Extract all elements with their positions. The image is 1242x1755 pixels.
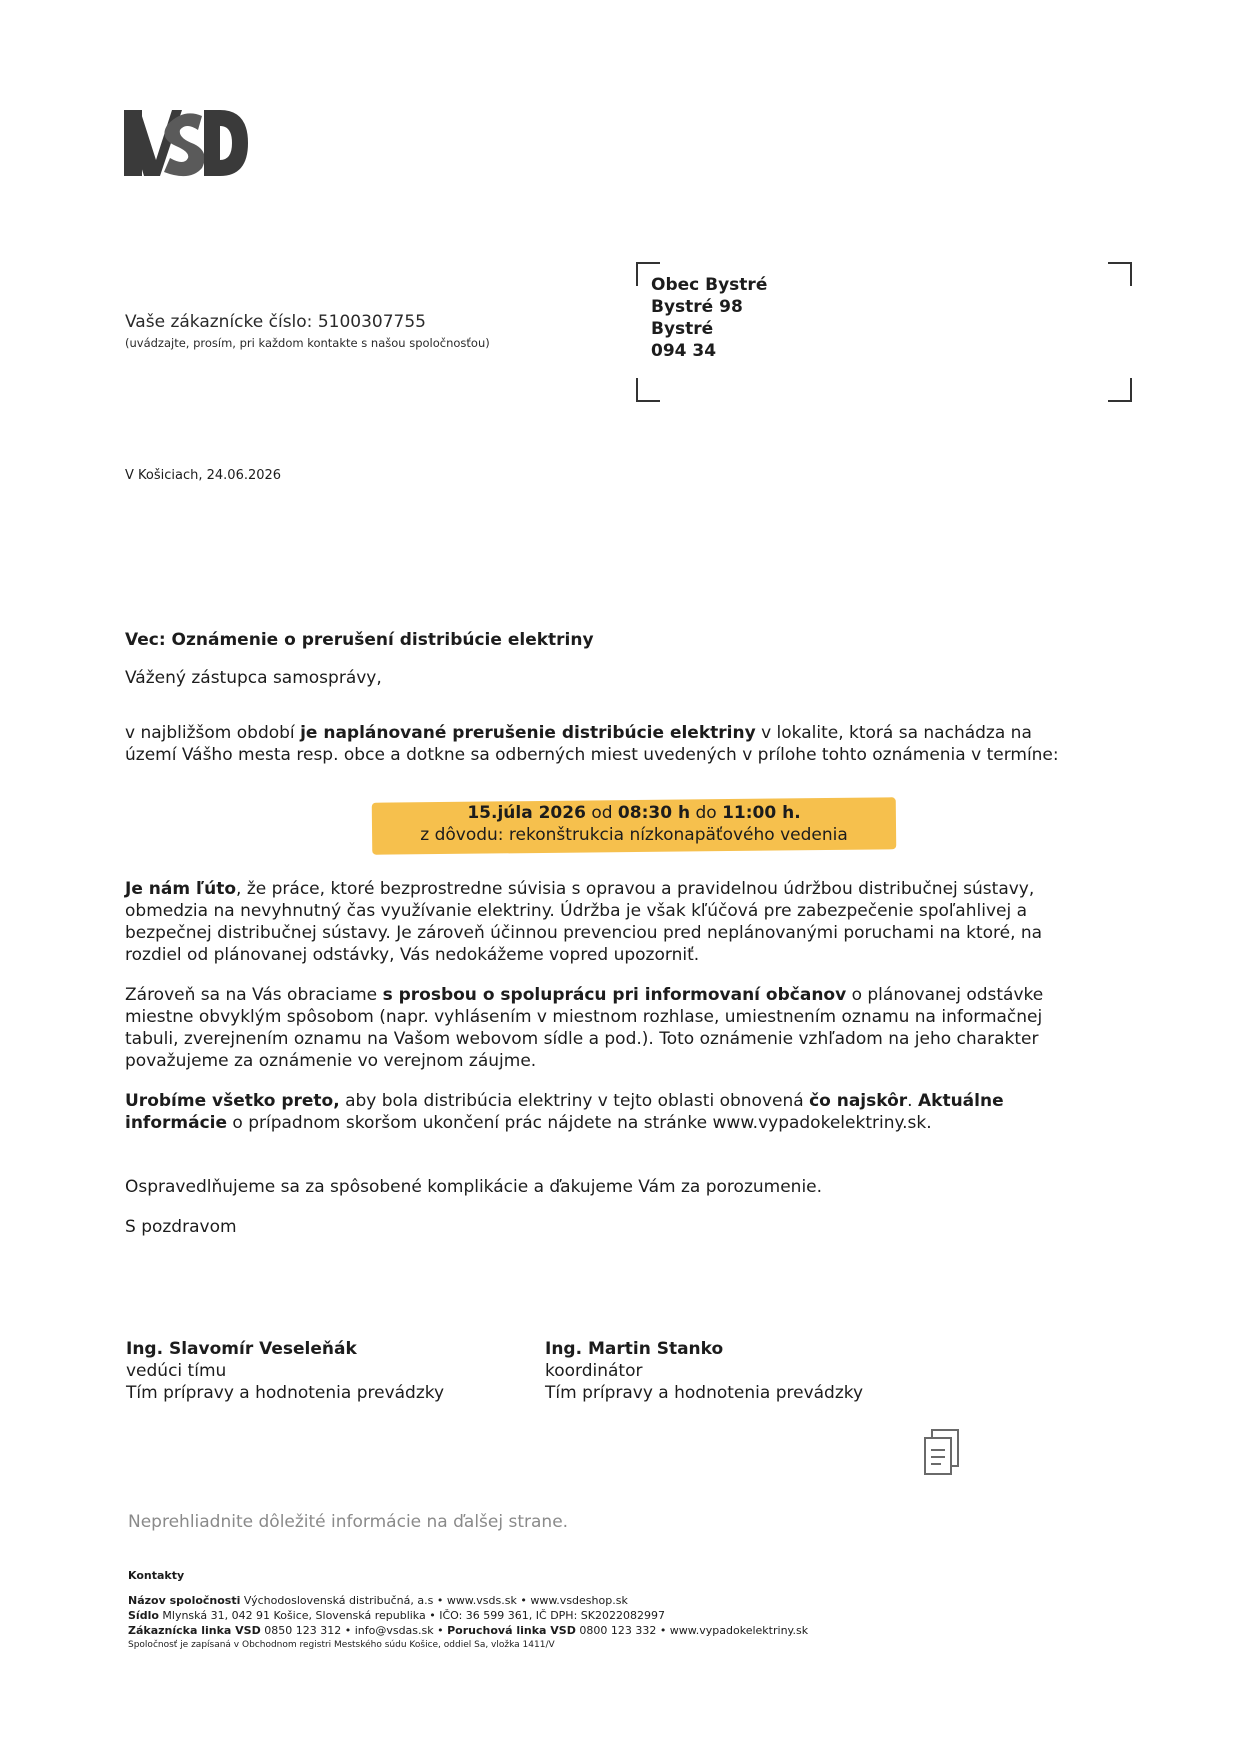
paragraph-restore [125,1090,1065,1134]
p2-text: , že práce, ktoré bezprostredne súvisia s opravou a pravidelnou údržbou distribučnej sústavy, obmedzia na nevyhnutný čas využívanie elektriny. Údržba je však kľúčová pre zabezpečenie spoľahlivej a bezpečnej distribučnej sústavy. Je zároveň účinnou prevenciou pred neplánovanými poruchami na ktoré, na rozdiel od plánovanej odstávky, Vás nedokážeme vopred upozorniť. [125,879,1043,965]
contacts-fault-line-text: 0800 123 332 • www.vypadokelektriny.sk [575,1624,809,1637]
signature-2-team: Tím prípravy a hodnotenia prevádzky [545,1383,864,1403]
signature-2-role: koordinátor [545,1361,643,1381]
contacts-line-phones [128,1623,808,1638]
paragraph-cooperation [125,984,1065,1072]
customer-number-block [125,312,490,350]
contacts-seat-label: Sídlo [128,1609,159,1622]
outage-date: 15.júla 2026 [467,803,586,823]
address-corner-top-right [1108,262,1132,286]
p1-text-c: v lokalite, ktorá sa nachádza na území Vášho mesta resp. obce a dotkne sa odberných miest uvedených v prílohe tohto oznámenia v termíne: [125,723,1059,765]
letter-subject: Vec: Oznámenie o prerušení distribúcie elektriny [125,630,594,650]
letter-greeting: Vážený zástupca samosprávy, [125,668,382,688]
p1-text-a: v najbližšom období [125,723,301,743]
signature-1-team: Tím prípravy a hodnotenia prevádzky [126,1383,445,1403]
recipient-zip: 094 34 [651,341,717,361]
recipient-street: Bystré 98 [651,297,743,317]
p4-text-bold-a: Urobíme všetko preto, [125,1091,340,1111]
closing: S pozdravom [125,1217,237,1237]
paragraph-apology [125,878,1065,966]
document-copy-icon [922,1428,962,1478]
signature-2-name: Ing. Martin Stanko [545,1339,724,1359]
p4-text-b: aby bola distribúcia elektriny v tejto oblasti obnovená [339,1091,810,1111]
p3-text-bold: s prosbou o spoluprácu pri informovaní občanov [382,985,847,1005]
contacts-company-text: Východoslovenská distribučná, a.s • www.vsds.sk • www.vsdeshop.sk [240,1594,628,1607]
recipient-city: Bystré [651,319,714,339]
contacts-register: Spoločnosť je zapísaná v Obchodnom registri Mestského súdu Košice, oddiel Sa, vložka 1411/V [128,1640,555,1650]
paragraph-thanks: Ospravedlňujeme sa za spôsobené komplikácie a ďakujeme Vám za porozumenie. [125,1177,823,1197]
customer-number-label: Vaše zákaznícke číslo: [125,312,313,332]
next-page-notice: Neprehliadnite dôležité informácie na ďalšej strane. [128,1512,569,1532]
recipient-address [651,274,767,362]
signature-2 [545,1338,863,1404]
outage-to-label: do [690,803,723,823]
contacts-footer [128,1568,808,1653]
signature-1-name: Ing. Slavomír Veseleňák [126,1339,357,1359]
p4-text-f: o prípadnom skoršom ukončení prác nájdete na stránke www.vypadokelektriny.sk. [227,1113,932,1133]
place-date: V Košiciach, 24.06.2026 [125,468,282,483]
paragraph-intro [125,722,1065,766]
outage-from: 08:30 h [617,803,691,823]
address-corner-bottom-right [1108,378,1132,402]
address-corner-bottom-left [636,378,660,402]
contacts-customer-line-label: Zákaznícka linka VSD [128,1624,261,1637]
contacts-seat-text: Mlynská 31, 042 91 Košice, Slovenská republika • IČO: 36 599 361, IČ DPH: SK2022082997 [158,1609,665,1622]
outage-time-line [372,802,896,824]
contacts-customer-line-text: 0850 123 312 • info@vsdas.sk • [260,1624,448,1637]
outage-from-label: od [585,803,618,823]
p4-text-d: . [907,1091,918,1111]
p4-text-bold-e: Aktuálne informácie [125,1091,1004,1133]
contacts-company-label: Názov spoločnosti [128,1594,241,1607]
contacts-heading: Kontakty [128,1569,185,1582]
customer-number: 5100307755 [317,312,426,332]
contacts-line-seat [128,1608,808,1623]
p3-text-a: Zároveň sa na Vás obraciame [125,985,383,1005]
customer-note: (uvádzajte, prosím, pri každom kontakte s našou spoločnosťou) [125,336,490,350]
p3-text-c: o plánovanej odstávke miestne obvyklým spôsobom (napr. vyhlásením v miestnom rozhlase, umiestnením oznamu na informačnej tabuli, zverejnením oznamu na Vašom webovom sídle a pod.). Toto oznámenie vzhľadom na jeho charakter považujeme za oznámenie vo verejnom záujme. [125,985,1044,1071]
vsd-logo [124,108,248,178]
contacts-fault-line-label: Poruchová linka VSD [447,1624,576,1637]
outage-reason: z dôvodu: rekonštrukcia nízkonapäťového vedenia [420,825,848,845]
signature-1-role: vedúci tímu [126,1361,227,1381]
recipient-name: Obec Bystré [651,275,768,295]
p4-text-bold-c: čo najskôr [809,1091,908,1111]
signature-1 [126,1338,444,1404]
contacts-line-company [128,1593,808,1608]
p1-text-bold: je naplánované prerušenie distribúcie elektriny [300,723,756,743]
outage-highlight [372,802,896,846]
customer-number-line [125,312,490,332]
p2-text-bold: Je nám ľúto [125,879,237,899]
outage-to: 11:00 h. [722,803,801,823]
